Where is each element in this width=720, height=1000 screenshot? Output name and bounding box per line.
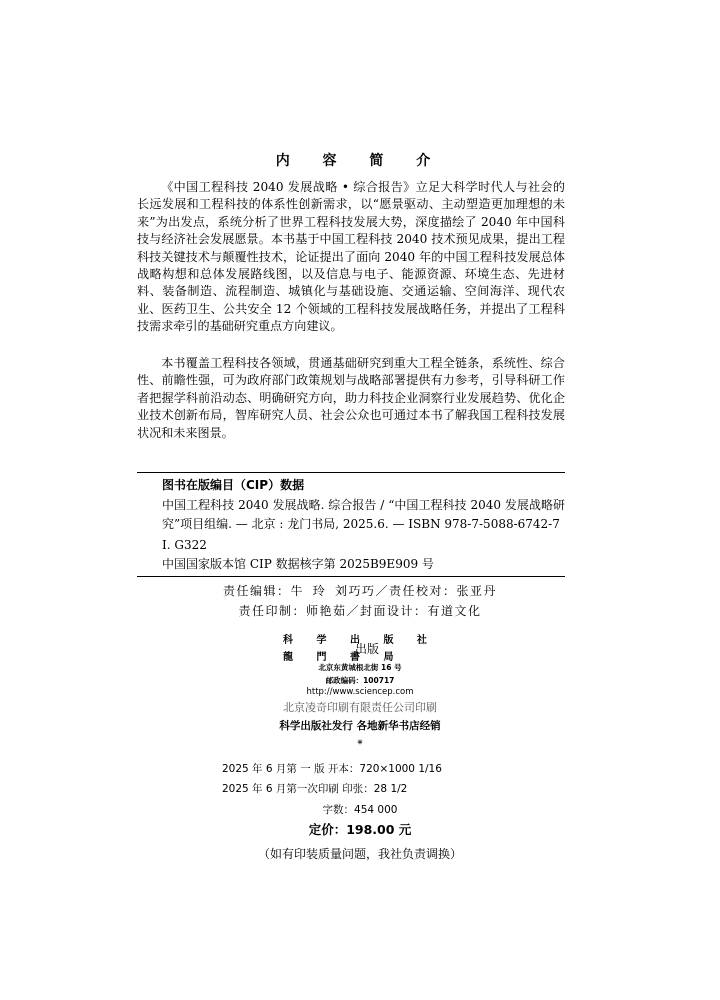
publisher-postcode: 邮政编码：100717 — [325, 676, 395, 685]
cip-record-number: 中国国家版本馆 CIP 数据核字第 2025B9E909 号 — [162, 557, 434, 571]
cip-bottom-rule — [137, 576, 565, 577]
distribution: 科学出版社发行 各地新华书店经销 — [279, 720, 441, 732]
printer: 北京凌奇印刷有限责任公司印刷 — [283, 701, 437, 714]
publisher-name-science: 科 学 出 版 社 — [283, 635, 437, 646]
publisher-suffix: 出版 — [355, 642, 380, 656]
edition-line-2: 2025 年 6 月第一次印刷 印张：28 1/2 — [222, 783, 408, 795]
intro-paragraph-1 — [137, 179, 565, 336]
editors-line-2: 责任印制：师艳茹／封面设计：有道文化 — [238, 604, 482, 618]
intro-paragraph-2 — [137, 355, 565, 442]
cip-classification: Ⅰ. G322 — [162, 538, 207, 552]
publisher-address: 北京东黄城根北街 16 号 — [318, 663, 402, 672]
cip-heading: 图书在版编目（CIP）数据 — [162, 478, 305, 492]
intro-text-1: 《中国工程科技 2040 发展战略 • 综合报告》立足大科学时代人与社会的长远发展和工程科技的体系性创新需求，以“愿景驱动、主动塑造更加理想的未来”为出发点，系统分析了世界工程科技发展大势，深度描绘了 2040 年中国科技与经济社会发展愿景。本书基于中国工程科技 2040 技术预见成果，提出工程科技关键技术与颠覆性技术，论证提出了面向 2040 年的中国工程科技发展总体战略构想和总体发展路线图，以及信息与电子、能源资源、环境生态、先进材料、装备制造、流程制造、城镇化与基础设施、交通运输、空间海洋、现代农业、医药卫生、公共安全 12 个领域的工程科技发展战略任务，并提出了工程科技需求牵引的基础研究重点方向建议。 — [137, 180, 565, 334]
publisher-name-longmen: 龍 門 書 局 — [283, 652, 404, 663]
word-count: 字数：454 000 — [322, 804, 398, 816]
cip-body: 中国工程科技 2040 发展战略. 综合报告 / “中国工程科技 2040 发展战略研究”项目组编. — 北京 : 龙门书局, 2025.6. — ISBN 978-7-5088-6742-7 — [162, 498, 565, 531]
editors-line-1: 责任编辑：牛 玲 刘巧巧／责任校对：张亚丹 — [223, 584, 497, 598]
price: 定价：198.00 元 — [308, 822, 412, 837]
quality-note: （如有印装质量问题，我社负责调换） — [257, 847, 462, 861]
separator-star: * — [357, 739, 363, 750]
page-title: 内 容 简 介 — [275, 153, 445, 169]
cip-top-rule — [137, 472, 565, 473]
publisher-url: http://www.sciencep.com — [306, 687, 414, 697]
edition-line-1: 2025 年 6 月第 一 版 开本：720×1000 1/16 — [222, 763, 442, 775]
intro-text-2: 本书覆盖工程科技各领域，贯通基础研究到重大工程全链条，系统性、综合性、前瞻性强，可为政府部门政策规划与战略部署提供有力参考，引导科研工作者把握学科前沿动态、明确研究方向，助力科技企业洞察行业发展趋势、优化企业技术创新布局，智库研究人员、社会公众也可通过本书了解我国工程科技发展状况和未来图景。 — [137, 356, 565, 440]
